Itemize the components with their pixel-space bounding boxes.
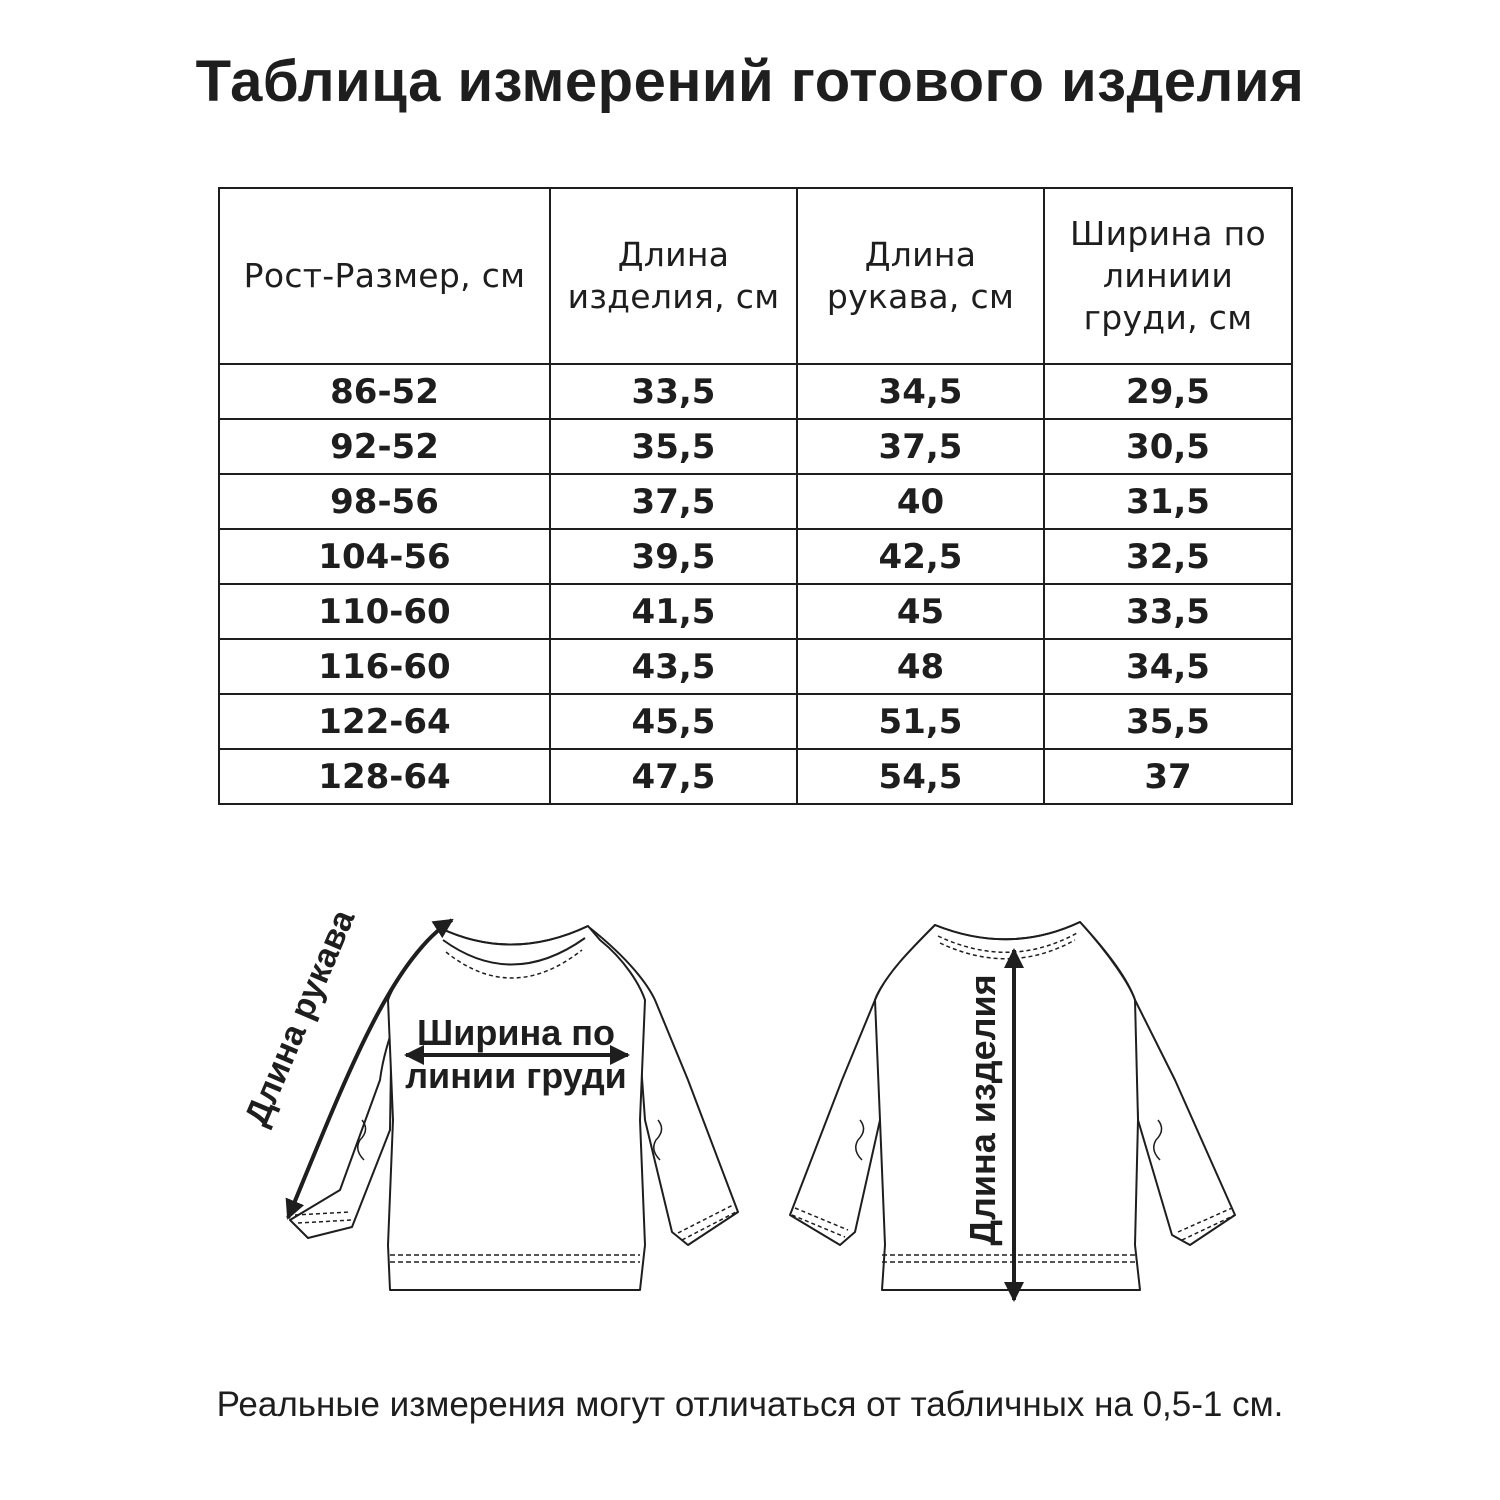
cell-sleeve-length: 48 (797, 639, 1044, 694)
header-chest-width: Ширина по линиии груди, см (1044, 188, 1292, 364)
front-sweatshirt-drawing-icon (290, 926, 738, 1290)
cell-chest-width: 29,5 (1044, 364, 1292, 419)
cell-size: 86-52 (219, 364, 550, 419)
cell-sleeve-length: 54,5 (797, 749, 1044, 804)
cell-chest-width: 34,5 (1044, 639, 1292, 694)
cell-size: 92-52 (219, 419, 550, 474)
cell-garment-length: 43,5 (550, 639, 797, 694)
cell-chest-width: 30,5 (1044, 419, 1292, 474)
cell-chest-width: 32,5 (1044, 529, 1292, 584)
cell-sleeve-length: 40 (797, 474, 1044, 529)
cell-chest-width: 31,5 (1044, 474, 1292, 529)
cell-size: 116-60 (219, 639, 550, 694)
garment-length-label: Длина изделия (962, 974, 1003, 1246)
cell-garment-length: 45,5 (550, 694, 797, 749)
cell-size: 122-64 (219, 694, 550, 749)
cell-chest-width: 37 (1044, 749, 1292, 804)
cell-garment-length: 47,5 (550, 749, 797, 804)
cell-size: 128-64 (219, 749, 550, 804)
cell-chest-width: 35,5 (1044, 694, 1292, 749)
chest-width-label-line1: Ширина по (417, 1012, 615, 1053)
page-title: Таблица измерений готового изделия (195, 49, 1305, 114)
sleeve-length-label: Длина рукава (237, 904, 363, 1132)
cell-garment-length: 37,5 (550, 474, 797, 529)
header-height-size: Рост-Размер, см (219, 188, 550, 364)
header-sleeve-length: Длина рукава, см (797, 188, 1044, 364)
header-garment-length: Длина изделия, см (550, 188, 797, 364)
cell-sleeve-length: 45 (797, 584, 1044, 639)
cell-garment-length: 33,5 (550, 364, 797, 419)
cell-chest-width: 33,5 (1044, 584, 1292, 639)
cell-sleeve-length: 51,5 (797, 694, 1044, 749)
cell-size: 110-60 (219, 584, 550, 639)
cell-sleeve-length: 42,5 (797, 529, 1044, 584)
cell-garment-length: 39,5 (550, 529, 797, 584)
cell-sleeve-length: 34,5 (797, 364, 1044, 419)
cell-size: 98-56 (219, 474, 550, 529)
cell-garment-length: 41,5 (550, 584, 797, 639)
chest-width-label-line2: линии груди (405, 1055, 627, 1096)
cell-size: 104-56 (219, 529, 550, 584)
cell-garment-length: 35,5 (550, 419, 797, 474)
cell-sleeve-length: 37,5 (797, 419, 1044, 474)
footnote: Реальные измерения могут отличаться от табличных на 0,5-1 см. (216, 1385, 1284, 1424)
